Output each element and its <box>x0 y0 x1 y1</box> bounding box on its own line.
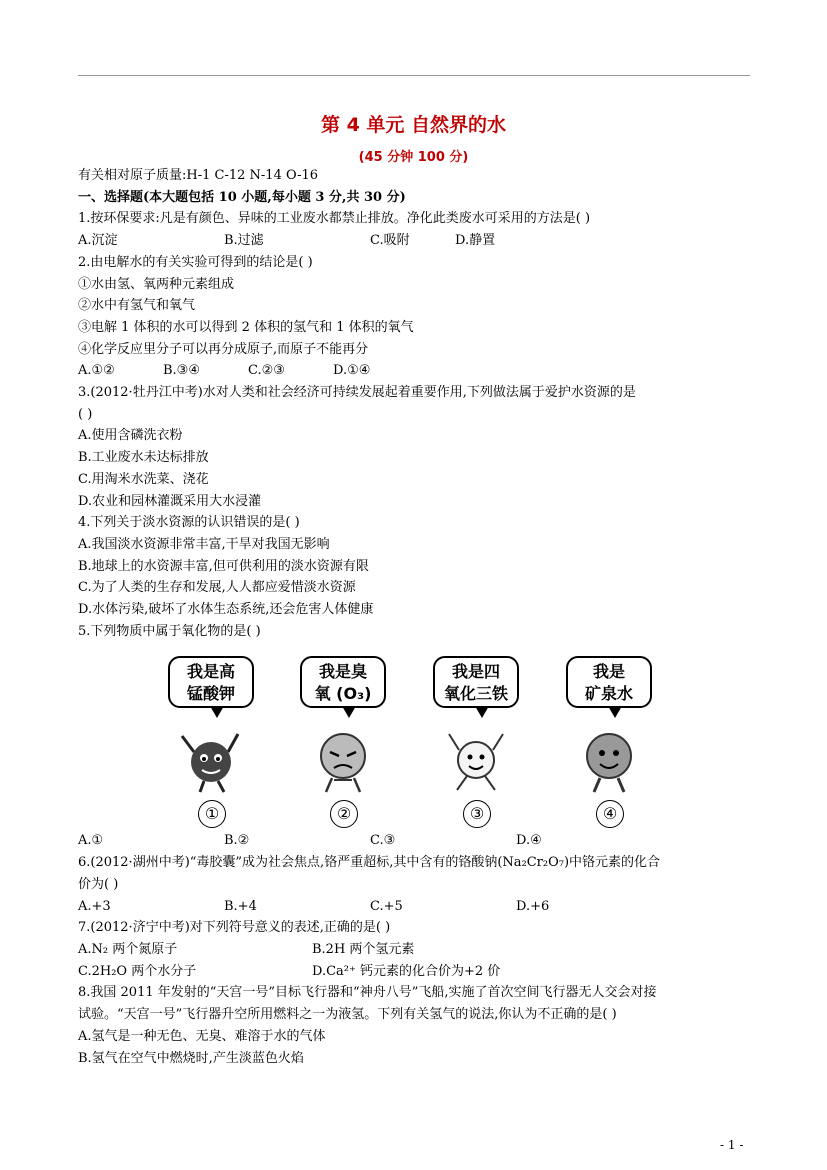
question-4-stem: 4.下列关于淡水资源的认识错误的是( ) <box>78 515 300 531</box>
option-c: C.②③ <box>248 363 285 379</box>
bubble-tail <box>342 706 356 718</box>
option-a: A.使用含磷洗衣粉 <box>78 428 183 444</box>
question-2-item: ④化学反应里分子可以再分成原子,而原子不能再分 <box>78 341 369 357</box>
bubble-line: 我是臭 <box>318 662 367 682</box>
figure-item-4 <box>556 648 676 828</box>
option-b: B.③④ <box>163 363 200 379</box>
figure-number: ① <box>198 800 226 828</box>
option-c: C.③ <box>370 833 396 849</box>
option-a: A.N₂ 两个氮原子 <box>78 941 178 957</box>
option-a: A.氢气是一种无色、无臭、难溶于水的气体 <box>78 1028 326 1044</box>
figure-item-1 <box>158 648 278 828</box>
document-body <box>78 165 750 1069</box>
figure-number: ④ <box>596 800 624 828</box>
question-8-stem: 8.我国 2011 年发射的“天宫一号”目标飞行器和“神舟八号”飞船,实施了首次空间飞行器无人交会对接 <box>78 985 657 1001</box>
question-6-stem-cont: 价为( ) <box>78 876 119 892</box>
speech-bubble <box>300 656 386 708</box>
bubble-line: 我是四 <box>451 662 500 682</box>
question-3-stem-cont: ( ) <box>78 406 93 422</box>
question-6-stem: 6.(2012·湖州中考)“毒胶囊”成为社会焦点,铬严重超标,其中含有的铬酸钠(Na₂Cr₂O₇)中铬元素的化合 <box>78 855 661 871</box>
speech-bubble <box>168 656 254 708</box>
question-1-stem: 1.按环保要求:凡是有颜色、异味的工业废水都禁止排放。净化此类废水可采用的方法是( ) <box>78 211 591 227</box>
page-title: 第 4 单元 自然界的水 <box>320 114 507 136</box>
speech-bubble <box>566 656 652 708</box>
figure-item-2 <box>290 648 410 828</box>
question-2-stem: 2.由电解水的有关实验可得到的结论是( ) <box>78 254 313 270</box>
bubble-tail <box>608 706 622 718</box>
option-b: B.工业废水未达标排放 <box>78 450 209 466</box>
bubble-line: 我是 <box>592 662 625 682</box>
question-2-item: ③电解 1 体积的水可以得到 2 体积的氢气和 1 体积的氧气 <box>78 319 414 335</box>
option-c: C.+5 <box>370 898 403 914</box>
question-5-figure <box>78 648 750 830</box>
option-d: D.①④ <box>333 363 371 379</box>
question-6-options <box>78 896 750 918</box>
question-2-options <box>78 360 750 382</box>
question-5-options <box>78 830 750 852</box>
speech-bubble <box>433 656 519 708</box>
atomic-mass-note: 有关相对原子质量:H-1 C-12 N-14 O-16 <box>78 168 319 183</box>
option-a: A.沉淀 <box>78 233 118 249</box>
option-b: B.2H 两个氢元素 <box>312 941 415 957</box>
option-b: B.+4 <box>224 898 257 914</box>
option-d: D.农业和园林灌溉采用大水浸灌 <box>78 493 262 509</box>
option-b: B.过滤 <box>224 233 264 249</box>
character-2-icon <box>312 726 374 796</box>
option-d: D.④ <box>516 833 542 849</box>
bubble-tail <box>210 706 224 718</box>
question-2-item: ①水由氢、氧两种元素组成 <box>78 276 235 292</box>
option-c: C.吸附 <box>370 233 410 249</box>
option-a: A.我国淡水资源非常丰富,干旱对我国无影响 <box>78 536 330 552</box>
question-5-stem: 5.下列物质中属于氧化物的是( ) <box>78 623 261 639</box>
bubble-line: 氧化三铁 <box>443 684 508 704</box>
question-7-stem: 7.(2012·济宁中考)对下列符号意义的表述,正确的是( ) <box>78 920 391 936</box>
page-number: - 1 - <box>720 1138 744 1152</box>
option-c: C.为了人类的生存和发展,人人都应爱惜淡水资源 <box>78 580 356 596</box>
bubble-line: 我是高 <box>186 662 235 682</box>
option-d: D.水体污染,破坏了水体生态系统,还会危害人体健康 <box>78 602 374 618</box>
section-heading: 一、选择题(本大题包括 10 小题,每小题 3 分,共 30 分) <box>78 189 406 205</box>
character-3-icon <box>445 726 507 796</box>
option-c: C.用淘米水洗菜、浇花 <box>78 471 209 487</box>
option-b: B.② <box>224 833 250 849</box>
option-d: D.+6 <box>516 898 550 914</box>
page-subtitle: (45 分钟 100 分) <box>358 150 469 165</box>
question-8-stem-cont: 试验。“天宫一号”飞行器升空所用燃料之一为液氢。下列有关氢气的说法,你认为不正确的是( ) <box>78 1007 617 1023</box>
bubble-line: 锰酸钾 <box>186 684 235 704</box>
option-b: B.地球上的水资源丰富,但可供利用的淡水资源有限 <box>78 558 369 574</box>
figure-number: ② <box>330 800 358 828</box>
option-d: D.静置 <box>455 233 496 249</box>
option-b: B.氢气在空气中燃烧时,产生淡蓝色火焰 <box>78 1050 304 1066</box>
character-1-icon <box>180 726 242 796</box>
figure-number: ③ <box>463 800 491 828</box>
figure-item-3 <box>423 648 543 828</box>
bubble-line: 矿泉水 <box>584 684 633 704</box>
question-3-stem: 3.(2012·牡丹江中考)水对人类和社会经济可持续发展起着重要作用,下列做法属于爱护水资源的是 <box>78 385 636 401</box>
option-a: A.+3 <box>78 898 111 914</box>
question-7-options-row2 <box>78 961 750 983</box>
question-7-options-row1 <box>78 939 750 961</box>
bubble-line: 氧 (O₃) <box>314 684 372 704</box>
option-a: A.①② <box>78 363 115 379</box>
option-c: C.2H₂O 两个水分子 <box>78 963 197 979</box>
character-4-icon <box>578 726 640 796</box>
bubble-tail <box>475 706 489 718</box>
question-2-item: ②水中有氢气和氧气 <box>78 298 196 314</box>
question-1-options <box>78 230 750 252</box>
option-d: D.Ca²⁺ 钙元素的化合价为+2 价 <box>312 963 501 979</box>
header-rule <box>78 75 750 76</box>
option-a: A.① <box>78 833 104 849</box>
